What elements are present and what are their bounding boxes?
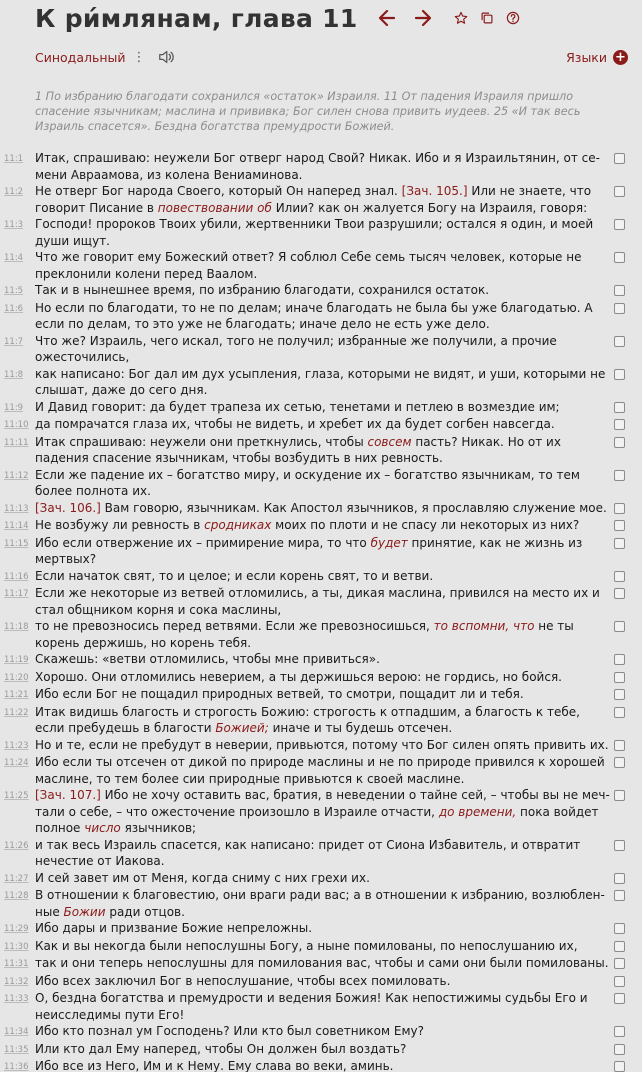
verse-text-segment: Но и те, если не пребудут в неверии, привьются, потому что Бог силен опять привить их. — [35, 737, 609, 752]
verse-text — [35, 737, 610, 755]
verse-text-segment: Но если по благодати, то не по делам; иначе благодать не была бы уже благодатью. А если по делам, то это уже не благодать; иначе дело не есть уже дело. — [35, 300, 593, 331]
verse-select-checkbox[interactable] — [614, 153, 625, 164]
verse-row — [0, 366, 642, 399]
verse-row — [0, 686, 642, 704]
verse-reference-link[interactable]: 11:22 — [4, 707, 29, 718]
verse-text-segment: иначе и ты будешь отсечен. — [268, 721, 453, 735]
verse-text — [35, 704, 610, 737]
verse-text — [35, 535, 610, 568]
verse-row — [0, 467, 642, 500]
verse-select-checkbox[interactable] — [614, 654, 625, 665]
verse-text-segment: Итак спрашиваю: неужели они преткнулись, чтобы — [35, 434, 368, 449]
verse-text-segment: Ибо все из Него, Им и к Нему. Ему слава во веки, аминь. — [35, 1059, 394, 1072]
verse-select-checkbox[interactable] — [614, 707, 625, 718]
verse-reference-link[interactable]: 11:31 — [4, 959, 29, 969]
verse-reference-link[interactable]: 11:25 — [4, 791, 29, 801]
verse-text — [35, 837, 610, 870]
verse-select-checkbox[interactable] — [614, 840, 625, 851]
verse-text-segment: Или кто дал Ему наперед, чтобы Он должен был воздать? — [35, 1041, 407, 1056]
inserted-word: сродниках — [204, 518, 272, 532]
verse-text — [35, 282, 610, 300]
verse-select-checkbox[interactable] — [614, 1044, 625, 1055]
verse-select-checkbox[interactable] — [614, 219, 625, 230]
verse-row — [0, 535, 642, 568]
chapter-summary: 1 По избранию благодати сохранился «остаток» Израиля. 11 От падения Израиля пришло спасение язычникам; маслина и прививка; Бог силен снова привить иудеев. 25 «И так весь Израиль спасется». Бездна богатства премудрости Божией. — [35, 90, 581, 133]
verse-select-checkbox[interactable] — [614, 993, 625, 1004]
verse-reference-link[interactable]: 11:2 — [4, 187, 24, 197]
verse-text — [35, 920, 610, 938]
verse-row — [0, 333, 642, 366]
page-header — [0, 0, 642, 36]
copy-button[interactable] — [476, 7, 498, 29]
verse-reference-link[interactable]: 11:12 — [4, 470, 29, 481]
inserted-word: то вспомни, что — [433, 619, 535, 633]
verse-text — [35, 651, 610, 669]
verse-text — [35, 973, 610, 991]
verse-row — [0, 249, 642, 282]
help-button[interactable] — [502, 7, 524, 29]
verse-select-checkbox[interactable] — [614, 958, 625, 969]
verse-text-segment: Ибо если ты отсечен от дикой по природе маслины и не по природе привился к хорошей маслине, то тем более сии природные привьются к своей маслине. — [35, 755, 605, 786]
inserted-word: Божией; — [215, 721, 269, 735]
translation-menu-icon[interactable]: ⋮ — [132, 49, 146, 65]
verse-text — [35, 887, 610, 920]
verse-reference-link[interactable]: 11:29 — [4, 924, 29, 934]
verse-text-segment: Господи! пророков Твоих убили, жертвенники Твои разрушили; остался я один, и моей души ищут. — [35, 217, 594, 248]
verse-row — [0, 300, 642, 333]
verse-text-segment: то не превозносись перед ветвями. Если же превозносишься, — [35, 619, 434, 633]
verse-text — [35, 618, 610, 651]
verse-select-checkbox[interactable] — [614, 503, 625, 514]
verse-text — [35, 249, 610, 282]
verse-text-segment: Итак, спрашиваю: неужели Бог отверг народ Свой? Никак. Ибо и я Израильтянин, от семени Авраамова, из колена Вениаминова. — [35, 151, 600, 182]
verse-select-checkbox[interactable] — [614, 588, 625, 599]
verse-text — [35, 1058, 610, 1072]
verse-list — [0, 150, 642, 1072]
verse-text-segment: Хорошо. Они отломились неверием, а ты держишься верою: не гордись, но бойся. — [35, 669, 562, 684]
verse-row — [0, 669, 642, 687]
verse-reference-link[interactable]: 11:21 — [4, 690, 29, 700]
arrow-right-icon — [413, 8, 433, 28]
verse-reference-link[interactable]: 11:1 — [4, 154, 24, 164]
verse-select-checkbox[interactable] — [614, 520, 625, 531]
verse-text-segment: Как и вы некогда были непослушны Богу, а ныне помилованы, по непослушанию их, — [35, 938, 578, 953]
verse-reference-link[interactable]: 11:20 — [4, 672, 29, 683]
inserted-word: будет — [370, 535, 408, 550]
verse-select-checkbox[interactable] — [614, 689, 625, 700]
arrow-left-icon — [377, 8, 397, 28]
verse-reference-link[interactable]: 11:17 — [4, 589, 29, 599]
verse-text — [35, 686, 610, 704]
verse-text — [35, 467, 610, 500]
verse-row — [0, 150, 642, 183]
verse-select-checkbox[interactable] — [614, 873, 625, 884]
verse-text — [35, 216, 610, 249]
reading-marker-link[interactable]: [Зач. 105.] — [401, 184, 468, 198]
verse-text-segment: Илии? как он жалуется Богу на Израиля, говоря: — [271, 200, 588, 215]
verse-select-checkbox[interactable] — [614, 923, 625, 934]
verse-reference-link[interactable]: 11:19 — [4, 655, 29, 665]
verse-text — [35, 754, 610, 787]
verse-row — [0, 837, 642, 870]
verse-select-checkbox[interactable] — [614, 621, 625, 632]
verse-row — [0, 955, 642, 973]
verse-text-segment: как написано: Бог дал им дух усыпления, глаза, которыми не видят, и уши, которыми не слышат, даже до сего дня. — [35, 366, 606, 397]
verse-reference-link[interactable]: 11:15 — [4, 538, 29, 549]
verse-row — [0, 990, 642, 1023]
verse-text-segment: Что же? Израиль, чего искал, того не получил; избранные же получили, а прочие ожесточились, — [35, 333, 557, 364]
verse-row — [0, 938, 642, 956]
verse-row — [0, 887, 642, 920]
verse-row — [0, 920, 642, 938]
verse-select-checkbox[interactable] — [614, 890, 625, 901]
plus-circle-icon: + — [613, 50, 628, 65]
verse-text-segment: Ибо не хочу оставить вас, братия, в неведении о тайне сей, – чтобы вы не мечтали о себе, – что ожесточение произошло в Израиле отчасти, — [35, 788, 610, 819]
verse-text-segment: Не отверг Бог народа Своего, который Он наперед знал. — [35, 184, 402, 198]
verse-row — [0, 517, 642, 535]
verse-text — [35, 568, 610, 586]
verse-select-checkbox[interactable] — [614, 941, 625, 952]
verse-select-checkbox[interactable] — [614, 976, 625, 987]
verse-reference-link[interactable]: 11:34 — [4, 1027, 29, 1037]
verse-text — [35, 938, 610, 956]
verse-text-segment: моих по плоти и не спасу ли некоторых из них? — [271, 518, 580, 532]
verse-row — [0, 973, 642, 991]
verse-row — [0, 585, 642, 618]
verse-select-checkbox[interactable] — [614, 757, 625, 768]
inserted-word: повествовании об — [157, 200, 272, 215]
verse-text-segment: Так и в нынешнее время, по избранию благодати, сохранился остаток. — [35, 283, 490, 297]
verse-reference-link[interactable]: 11:14 — [4, 521, 29, 531]
verse-text-segment: Скажешь: «ветви отломились, чтобы мне привиться». — [35, 652, 380, 666]
verse-text-segment: и так весь Израиль спасется, как написано: придет от Сиона Избавитель, и отвратит нечестие от Иакова. — [35, 837, 581, 868]
verse-reference-link[interactable]: 11:26 — [4, 840, 29, 851]
verse-text-segment: принятие, как не жизнь из мертвых? — [35, 535, 583, 566]
verse-row — [0, 434, 642, 467]
verse-row — [0, 416, 642, 434]
verse-text-segment: пока войдет полное — [35, 804, 599, 835]
verse-text — [35, 333, 610, 366]
bookmark-star-button[interactable] — [450, 7, 472, 29]
verse-text — [35, 955, 610, 973]
verse-select-checkbox[interactable] — [614, 470, 625, 481]
verse-text-segment: Ибо всех заключил Бог в непослушание, чтобы всех помиловать. — [35, 973, 451, 988]
verse-text — [35, 870, 610, 888]
verse-row — [0, 399, 642, 417]
verse-text-segment: Не возбужу ли ревность в — [35, 518, 205, 532]
verse-text-segment: Если же некоторые из ветвей отломились, а ты, дикая маслина, привился на место их и стал общником корня и сока маслины, — [35, 586, 600, 617]
verse-text — [35, 183, 610, 216]
verse-row — [0, 754, 642, 787]
verse-text — [35, 1023, 610, 1041]
verse-reference-link[interactable]: 11:32 — [4, 976, 29, 987]
verse-text-segment: Или не знаете, что говорит Писание в — [35, 184, 592, 215]
verse-select-checkbox[interactable] — [614, 672, 625, 683]
verse-reference-link[interactable]: 11:33 — [4, 994, 29, 1004]
verse-row — [0, 568, 642, 586]
verse-select-checkbox[interactable] — [614, 252, 625, 263]
verse-text-segment: не ты корень держишь, но корень тебя. — [35, 619, 574, 650]
verse-select-checkbox[interactable] — [614, 285, 625, 296]
verse-select-checkbox[interactable] — [614, 1026, 625, 1037]
inserted-word: Божии — [63, 904, 106, 919]
verse-select-checkbox[interactable] — [614, 571, 625, 582]
verse-select-checkbox[interactable] — [614, 538, 625, 549]
verse-text — [35, 500, 610, 518]
verse-reference-link[interactable]: 11:27 — [4, 873, 29, 884]
verse-reference-link[interactable]: 11:4 — [4, 253, 24, 263]
inserted-word: число — [84, 821, 121, 835]
verse-text-segment: Вам говорю, язычникам. Как Апостол язычников, я прославляю служение мое. — [100, 500, 607, 515]
verse-select-checkbox[interactable] — [614, 1061, 625, 1072]
verse-text-segment: Итак видишь благость и строгость Божию: строгость к отпадшим, а благость к тебе, если пребудешь в благости — [35, 704, 580, 735]
verse-text — [35, 399, 610, 417]
toolbar — [0, 44, 642, 70]
verse-select-checkbox[interactable] — [614, 740, 625, 751]
verse-select-checkbox[interactable] — [614, 369, 625, 380]
verse-reference-link[interactable]: 11:28 — [4, 891, 29, 901]
verse-reference-link[interactable]: 11:5 — [4, 286, 24, 296]
verse-reference-link[interactable]: 11:7 — [4, 336, 24, 347]
verse-reference-link[interactable]: 11:30 — [4, 941, 29, 952]
verse-row — [0, 737, 642, 755]
verse-text-segment: ради отцов. — [105, 904, 185, 919]
verse-text-segment: так и они теперь непослушны для помилования вас, чтобы и сами они были помилованы. — [35, 956, 609, 970]
reading-marker-link[interactable]: [Зач. 107.] — [35, 788, 101, 802]
verse-row — [0, 216, 642, 249]
header-actions — [450, 7, 524, 29]
verse-reference-link[interactable]: 11:36 — [4, 1062, 29, 1072]
verse-text — [35, 366, 610, 399]
question-circle-icon — [506, 11, 520, 25]
verse-text-segment: В отношении к благовестию, они враги ради вас; а в отношении к избранию, возлюбленные — [35, 888, 605, 919]
verse-row — [0, 1058, 642, 1072]
translation-label: Синодальный — [35, 49, 126, 65]
languages-button[interactable] — [566, 44, 628, 70]
verse-text-segment: да помрачатся глаза их, чтобы не видеть, и хребет их да будет согбен навсегда. — [35, 417, 555, 431]
verse-text-segment: Ибо кто познал ум Господень? Или кто был советником Ему? — [35, 1024, 424, 1038]
copy-icon — [480, 11, 494, 25]
verse-reference-link[interactable]: 11:13 — [4, 503, 29, 514]
verse-reference-link[interactable]: 11:8 — [4, 369, 24, 380]
audio-button[interactable] — [158, 50, 174, 64]
star-icon — [454, 11, 468, 25]
verse-select-checkbox[interactable] — [614, 790, 625, 801]
verse-row — [0, 787, 642, 837]
verse-text-segment: Если же падение их – богатство миру, и оскудение их – богатство язычникам, то тем более полнота их. — [35, 467, 580, 498]
next-chapter-button[interactable] — [410, 5, 436, 31]
verse-reference-link[interactable]: 11:11 — [4, 437, 29, 448]
verse-text — [35, 300, 610, 333]
verse-text — [35, 787, 610, 837]
verse-reference-link[interactable]: 11:10 — [4, 420, 29, 430]
verse-text-segment: пасть? Никак. Но от их падения спасение язычникам, чтобы возбудить в них ревность. — [35, 434, 561, 465]
verse-row — [0, 870, 642, 888]
inserted-word: до времени, — [438, 804, 517, 819]
verse-select-checkbox[interactable] — [614, 419, 625, 430]
translation-selector[interactable] — [35, 50, 174, 65]
verse-reference-link[interactable]: 11:35 — [4, 1044, 29, 1055]
reading-marker-link[interactable]: [Зач. 106.] — [35, 500, 101, 515]
verse-text — [35, 585, 610, 618]
verse-reference-link[interactable]: 11:24 — [4, 758, 29, 768]
verse-text-segment: Ибо если отвержение их – примирение мира, то что — [35, 535, 371, 550]
verse-reference-link[interactable]: 11:9 — [4, 402, 24, 413]
verse-text-segment: Ибо если Бог не пощадил природных ветвей, то смотри, пощадит ли и тебя. — [35, 687, 524, 701]
verse-text-segment: язычников; — [120, 821, 197, 835]
verse-row — [0, 1023, 642, 1041]
verse-text-segment: О, бездна богатства и премудрости и ведения Божия! Как непостижимы судьбы Его и неисследимы пути Его! — [35, 991, 588, 1022]
verse-reference-link[interactable]: 11:3 — [4, 220, 24, 230]
verse-row — [0, 500, 642, 518]
verse-text — [35, 416, 610, 434]
inserted-word: совсем — [367, 434, 412, 449]
languages-label: Языки — [566, 49, 607, 65]
verse-text-segment: И Давид говорит: да будет трапеза их сетью, тенетами и петлею в возмездие им; — [35, 399, 560, 414]
page-title: К ри́млянам, глава 11 — [35, 3, 358, 33]
verse-row — [0, 282, 642, 300]
verse-text — [35, 434, 610, 467]
verse-text-segment: Что же говорит ему Божеский ответ? Я соблюл Себе семь тысяч человек, которые не преклонили колени перед Ваалом. — [35, 250, 582, 281]
speaker-icon — [158, 50, 174, 64]
verse-text — [35, 150, 610, 183]
verse-select-checkbox[interactable] — [614, 186, 625, 197]
verse-row — [0, 704, 642, 737]
verse-row — [0, 1041, 642, 1059]
verse-row — [0, 618, 642, 651]
verse-text — [35, 990, 610, 1023]
verse-text — [35, 517, 610, 535]
verse-select-checkbox[interactable] — [614, 303, 625, 314]
verse-reference-link[interactable]: 11:6 — [4, 303, 24, 314]
verse-text-segment: Если начаток свят, то и целое; и если корень свят, то и ветви. — [35, 568, 434, 583]
verse-text — [35, 669, 610, 687]
verse-row — [0, 183, 642, 216]
verse-reference-link[interactable]: 11:23 — [4, 740, 29, 751]
chapter-nav — [374, 5, 436, 31]
verse-select-checkbox[interactable] — [614, 437, 625, 448]
previous-chapter-button[interactable] — [374, 5, 400, 31]
verse-text — [35, 1041, 610, 1059]
verse-reference-link[interactable]: 11:18 — [4, 622, 29, 632]
verse-select-checkbox[interactable] — [614, 402, 625, 413]
verse-text-segment: Ибо дары и призвание Божие непреложны. — [35, 921, 313, 935]
verse-text-segment: И сей завет им от Меня, когда сниму с них грехи их. — [35, 870, 370, 885]
verse-row — [0, 651, 642, 669]
verse-select-checkbox[interactable] — [614, 336, 625, 347]
verse-reference-link[interactable]: 11:16 — [4, 571, 29, 582]
